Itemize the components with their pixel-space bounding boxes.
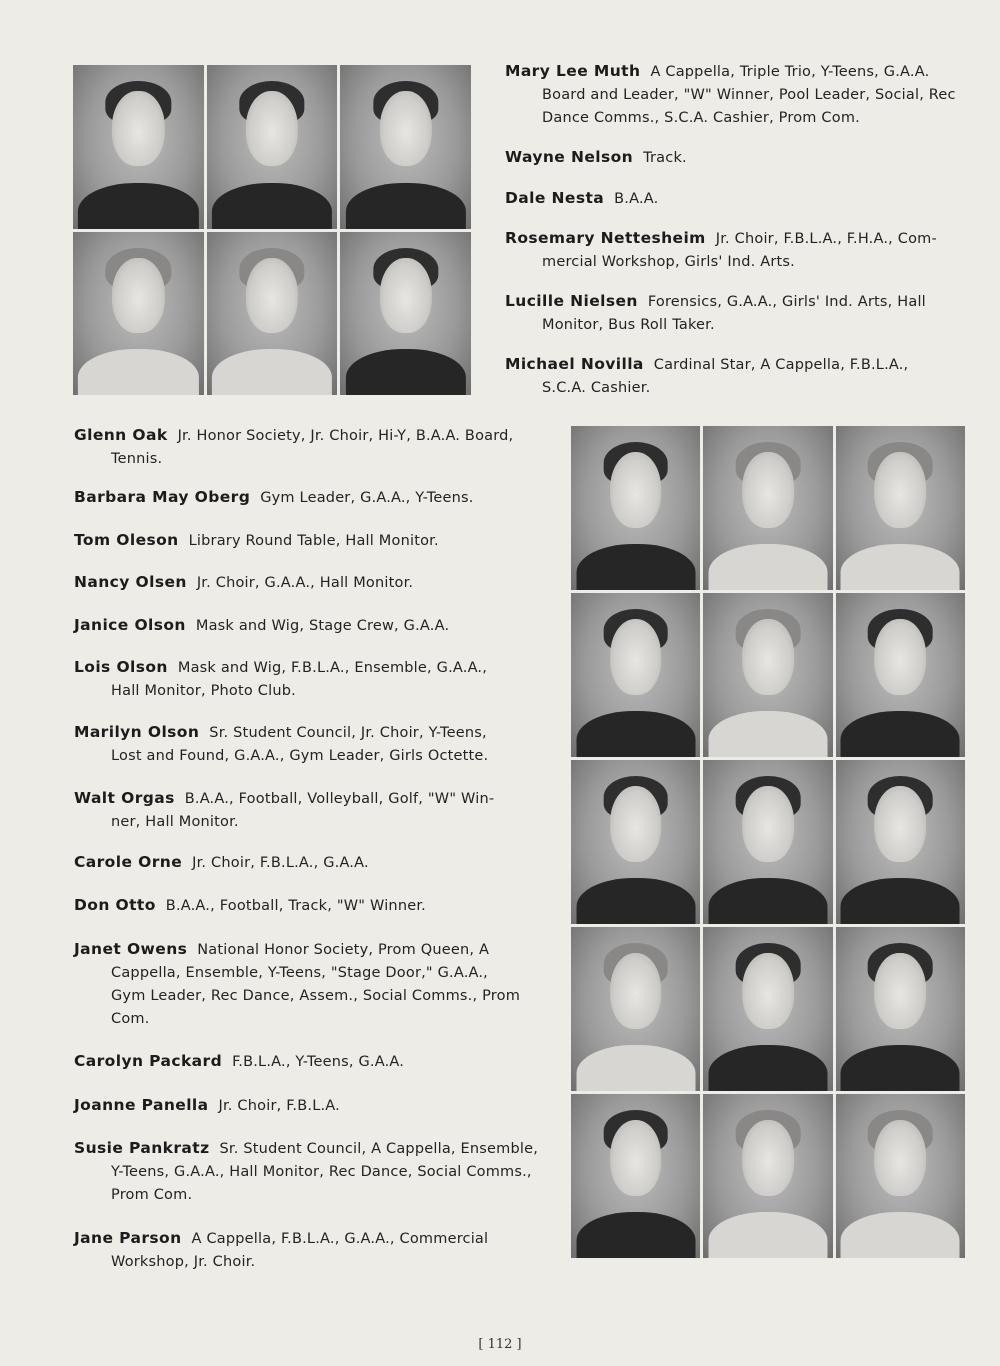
student-entry	[74, 721, 544, 768]
student-name: Lois Olson	[74, 658, 168, 676]
student-activities: Forensics, G.A.A., Girls' Ind. Arts, Hall	[647, 294, 926, 310]
student-activities: Mask and Wig, F.B.L.A., Ensemble, G.A.A.,	[177, 660, 488, 676]
portrait-photo	[836, 927, 965, 1091]
portrait-photo	[703, 760, 832, 924]
portrait-photo	[703, 593, 832, 757]
student-activities: Jr. Choir, F.B.L.A.	[218, 1098, 340, 1114]
student-name: Marilyn Olson	[74, 723, 200, 741]
student-activities: B.A.A., Football, Volleyball, Golf, "W" Win-	[184, 791, 495, 807]
student-entry	[505, 146, 965, 170]
student-name: Carolyn Packard	[74, 1052, 223, 1070]
photo-grid-right	[571, 426, 965, 1258]
student-entry	[74, 529, 544, 553]
student-activities-cont: Monitor, Bus Roll Taker.	[542, 317, 715, 333]
student-activities: Sr. Student Council, Jr. Choir, Y-Teens,	[209, 725, 487, 741]
portrait-photo	[703, 927, 832, 1091]
student-activities-cont: Hall Monitor, Photo Club.	[111, 683, 296, 699]
portrait-photo	[703, 1094, 832, 1258]
portrait-photo	[836, 593, 965, 757]
student-activities-cont: Workshop, Jr. Choir.	[111, 1254, 256, 1270]
student-activities: Jr. Honor Society, Jr. Choir, Hi-Y, B.A.A. Board,	[177, 428, 514, 444]
portrait-photo	[571, 760, 700, 924]
student-entry	[74, 1227, 544, 1274]
student-activities: F.B.L.A., Y-Teens, G.A.A.	[232, 1054, 405, 1070]
student-activities-cont: Lost and Found, G.A.A., Gym Leader, Girls Octette.	[111, 748, 489, 764]
portrait-photo	[340, 232, 471, 396]
student-name: Walt Orgas	[74, 789, 175, 807]
student-name: Jane Parson	[74, 1229, 182, 1247]
student-activities: Track.	[643, 150, 687, 166]
student-name: Nancy Olsen	[74, 573, 187, 591]
student-activities-cont: Com.	[111, 1011, 150, 1027]
student-activities-cont: Cappella, Ensemble, Y-Teens, "Stage Door," G.A.A.,	[111, 965, 488, 981]
student-activities: Gym Leader, G.A.A., Y-Teens.	[260, 490, 474, 506]
student-name: Rosemary Nettesheim	[505, 229, 706, 247]
student-entry	[74, 1050, 544, 1074]
student-entry	[74, 1094, 544, 1118]
student-activities-cont: Dance Comms., S.C.A. Cashier, Prom Com.	[542, 110, 860, 126]
student-name: Barbara May Oberg	[74, 488, 251, 506]
portrait-photo	[340, 65, 471, 229]
student-entry	[74, 894, 544, 918]
student-activities: Sr. Student Council, A Cappella, Ensemble,	[219, 1141, 539, 1157]
student-activities-cont: Board and Leader, "W" Winner, Pool Leader, Social, Rec	[542, 87, 956, 103]
student-name: Carole Orne	[74, 853, 183, 871]
student-entry	[505, 353, 965, 400]
portrait-photo	[571, 1094, 700, 1258]
portrait-photo	[207, 65, 338, 229]
student-activities-cont: Y-Teens, G.A.A., Hall Monitor, Rec Dance, Social Comms.,	[111, 1164, 532, 1180]
student-activities: Library Round Table, Hall Monitor.	[188, 533, 439, 549]
student-name: Glenn Oak	[74, 426, 168, 444]
portrait-photo	[836, 1094, 965, 1258]
student-activities: B.A.A., Football, Track, "W" Winner.	[165, 898, 426, 914]
student-activities: A Cappella, Triple Trio, Y-Teens, G.A.A.	[650, 64, 930, 80]
page-number: [ 112 ]	[478, 1337, 522, 1352]
student-name: Tom Oleson	[74, 531, 179, 549]
student-entry	[74, 787, 544, 834]
student-entry	[74, 614, 544, 638]
student-activities: Jr. Choir, F.B.L.A., F.H.A., Com-	[715, 231, 937, 247]
student-name: Don Otto	[74, 896, 156, 914]
student-entry	[505, 290, 965, 337]
student-name: Mary Lee Muth	[505, 62, 641, 80]
portrait-photo	[571, 426, 700, 590]
student-activities: B.A.A.	[614, 191, 659, 207]
student-entry	[74, 656, 544, 703]
portrait-photo	[73, 65, 204, 229]
student-name: Michael Novilla	[505, 355, 644, 373]
student-activities: National Honor Society, Prom Queen, A	[197, 942, 490, 958]
student-activities-cont: S.C.A. Cashier.	[542, 380, 651, 396]
student-activities: A Cappella, F.B.L.A., G.A.A., Commercial	[191, 1231, 489, 1247]
student-entry	[74, 851, 544, 875]
student-name: Joanne Panella	[74, 1096, 209, 1114]
student-activities: Cardinal Star, A Cappella, F.B.L.A.,	[653, 357, 909, 373]
student-name: Dale Nesta	[505, 189, 605, 207]
student-entry	[505, 187, 965, 211]
photo-grid-top	[73, 65, 471, 395]
student-name: Janice Olson	[74, 616, 186, 634]
student-entry	[505, 60, 965, 130]
student-activities-cont: ner, Hall Monitor.	[111, 814, 239, 830]
student-entry	[74, 1137, 544, 1207]
student-activities: Jr. Choir, G.A.A., Hall Monitor.	[196, 575, 414, 591]
portrait-photo	[73, 232, 204, 396]
portrait-photo	[836, 426, 965, 590]
student-name: Lucille Nielsen	[505, 292, 638, 310]
student-activities: Mask and Wig, Stage Crew, G.A.A.	[195, 618, 450, 634]
student-name: Wayne Nelson	[505, 148, 634, 166]
student-activities: Jr. Choir, F.B.L.A., G.A.A.	[192, 855, 369, 871]
student-name: Janet Owens	[74, 940, 188, 958]
student-entry	[74, 571, 544, 595]
portrait-photo	[571, 593, 700, 757]
student-activities-cont: Tennis.	[111, 451, 163, 467]
student-activities-cont: mercial Workshop, Girls' Ind. Arts.	[542, 254, 795, 270]
student-entry	[74, 486, 544, 510]
student-entry	[505, 227, 965, 274]
portrait-photo	[703, 426, 832, 590]
student-entry	[74, 938, 544, 1031]
portrait-photo	[836, 760, 965, 924]
student-activities-cont: Prom Com.	[111, 1187, 193, 1203]
student-name: Susie Pankratz	[74, 1139, 210, 1157]
student-activities-cont: Gym Leader, Rec Dance, Assem., Social Comms., Prom	[111, 988, 521, 1004]
portrait-photo	[571, 927, 700, 1091]
portrait-photo	[207, 232, 338, 396]
student-entry	[74, 424, 544, 471]
